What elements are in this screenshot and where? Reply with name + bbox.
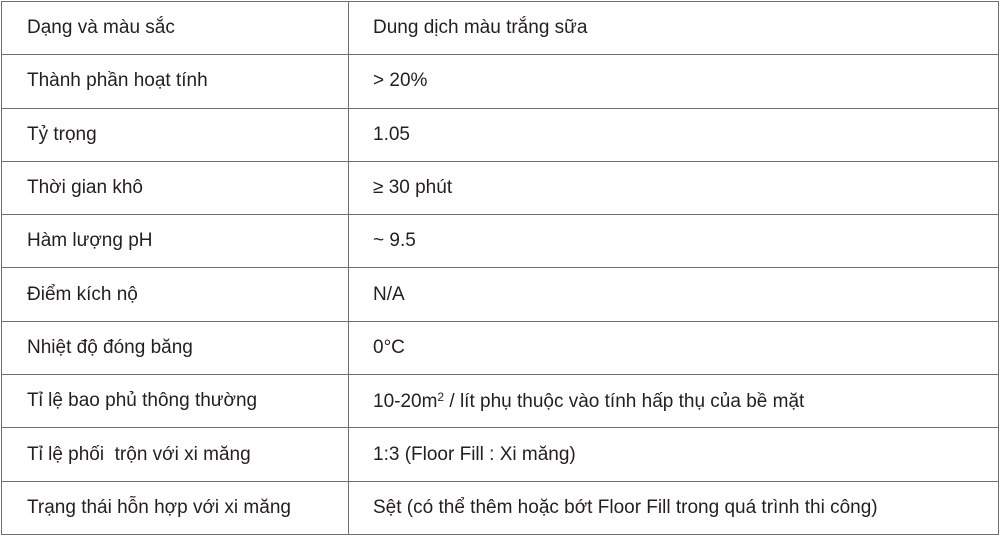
row-value: ≥ 30 phút <box>349 161 999 214</box>
row-label: Nhiệt độ đóng băng <box>2 321 349 374</box>
row-label: Hàm lượng pH <box>2 215 349 268</box>
row-label: Trạng thái hỗn hợp với xi măng <box>2 481 349 534</box>
row-value: 1:3 (Floor Fill : Xi măng) <box>349 428 999 481</box>
specification-table <box>1 1 999 535</box>
row-label: Tỉ lệ phối trộn với xi măng <box>2 428 349 481</box>
table-row <box>2 2 999 55</box>
row-value: Dung dịch màu trắng sữa <box>349 2 999 55</box>
table-row <box>2 161 999 214</box>
table-row <box>2 375 999 428</box>
table-row <box>2 481 999 534</box>
table-row <box>2 55 999 108</box>
row-label: Dạng và màu sắc <box>2 2 349 55</box>
row-value <box>349 375 999 428</box>
row-label: Thời gian khô <box>2 161 349 214</box>
row-label: Tỷ trọng <box>2 108 349 161</box>
row-value: 1.05 <box>349 108 999 161</box>
row-label: Điểm kích nộ <box>2 268 349 321</box>
row-value: > 20% <box>349 55 999 108</box>
row-value: N/A <box>349 268 999 321</box>
row-value: 0°C <box>349 321 999 374</box>
row-value: ~ 9.5 <box>349 215 999 268</box>
table-row <box>2 215 999 268</box>
table-row <box>2 268 999 321</box>
row-value: Sệt (có thể thêm hoặc bớt Floor Fill trong quá trình thi công) <box>349 481 999 534</box>
table-row <box>2 108 999 161</box>
row-label: Tỉ lệ bao phủ thông thường <box>2 375 349 428</box>
row-label: Thành phần hoạt tính <box>2 55 349 108</box>
coverage-value-suffix: / lít phụ thuộc vào tính hấp thụ của bề mặt <box>444 390 805 412</box>
table-row <box>2 321 999 374</box>
table-row <box>2 428 999 481</box>
coverage-value-prefix: 10-20m <box>373 390 438 412</box>
coverage-value-superscript: 2 <box>437 389 445 404</box>
